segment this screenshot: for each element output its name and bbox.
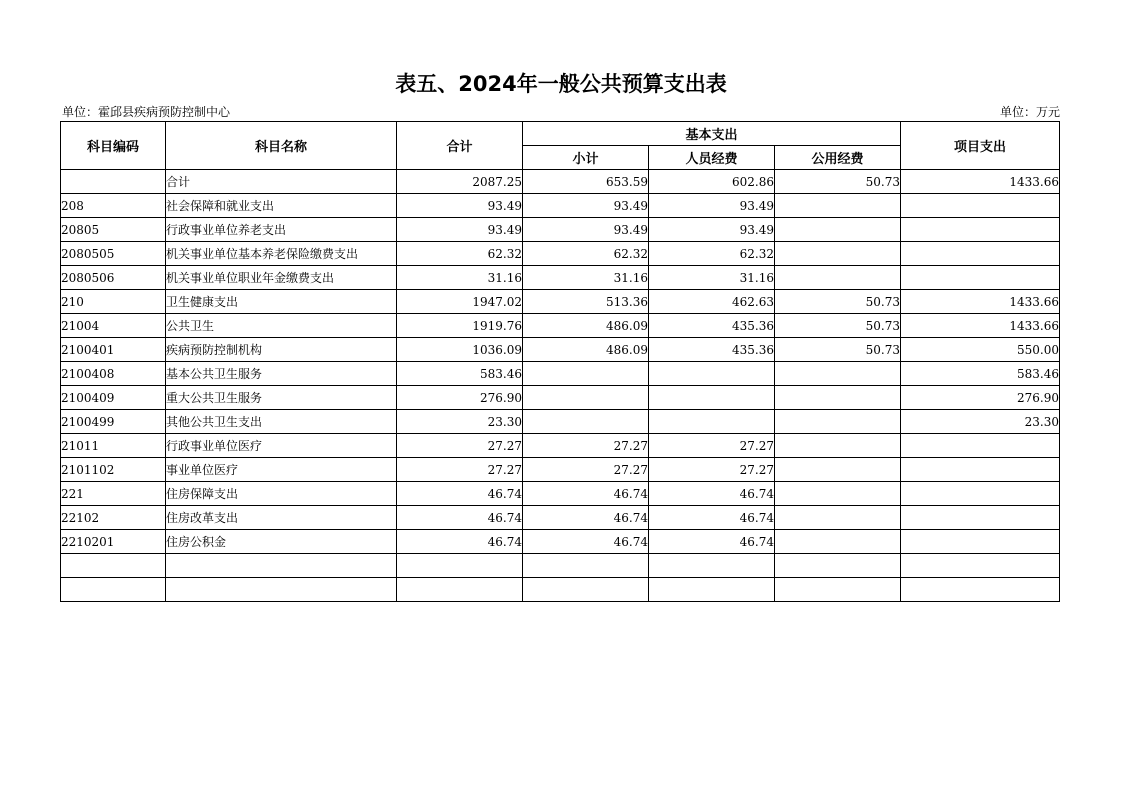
cell-subtotal	[523, 362, 649, 386]
cell-personnel: 93.49	[649, 194, 775, 218]
cell-project	[901, 242, 1060, 266]
cell-project	[901, 506, 1060, 530]
cell-code: 2100408	[61, 362, 166, 386]
cell-personnel	[649, 578, 775, 602]
cell-project: 1433.66	[901, 314, 1060, 338]
cell-code: 221	[61, 482, 166, 506]
cell-public: 50.73	[775, 290, 901, 314]
table-row	[61, 362, 1060, 386]
cell-name: 住房公积金	[166, 530, 397, 554]
cell-total	[397, 578, 523, 602]
cell-subtotal: 46.74	[523, 482, 649, 506]
cell-total: 46.74	[397, 530, 523, 554]
cell-personnel: 31.16	[649, 266, 775, 290]
cell-total: 23.30	[397, 410, 523, 434]
cell-name: 住房保障支出	[166, 482, 397, 506]
table-row	[61, 506, 1060, 530]
cell-public	[775, 482, 901, 506]
unit-organization: 单位：霍邱县疾病预防控制中心	[62, 105, 231, 119]
cell-name: 行政事业单位医疗	[166, 434, 397, 458]
header-project: 项目支出	[901, 122, 1060, 170]
cell-code: 2080506	[61, 266, 166, 290]
header-subtotal: 小计	[523, 146, 649, 170]
cell-code	[61, 554, 166, 578]
cell-total: 583.46	[397, 362, 523, 386]
cell-public	[775, 218, 901, 242]
table-row	[61, 530, 1060, 554]
cell-subtotal	[523, 410, 649, 434]
cell-subtotal: 513.36	[523, 290, 649, 314]
cell-code	[61, 578, 166, 602]
cell-personnel: 46.74	[649, 530, 775, 554]
page-title: 表五、2024年一般公共预算支出表	[395, 72, 727, 96]
table-row	[61, 386, 1060, 410]
header-basic: 基本支出	[523, 122, 901, 146]
cell-code: 21011	[61, 434, 166, 458]
cell-project: 550.00	[901, 338, 1060, 362]
cell-total: 46.74	[397, 482, 523, 506]
cell-project	[901, 266, 1060, 290]
cell-total: 31.16	[397, 266, 523, 290]
cell-public	[775, 242, 901, 266]
cell-public	[775, 554, 901, 578]
cell-code: 210	[61, 290, 166, 314]
cell-public	[775, 194, 901, 218]
cell-public	[775, 410, 901, 434]
cell-code: 2100409	[61, 386, 166, 410]
table-row	[61, 314, 1060, 338]
cell-subtotal: 62.32	[523, 242, 649, 266]
cell-public	[775, 458, 901, 482]
cell-public: 50.73	[775, 314, 901, 338]
cell-subtotal: 486.09	[523, 314, 649, 338]
cell-personnel	[649, 362, 775, 386]
header-code: 科目编码	[61, 122, 166, 170]
cell-name: 重大公共卫生服务	[166, 386, 397, 410]
cell-name: 其他公共卫生支出	[166, 410, 397, 434]
table-row	[61, 290, 1060, 314]
cell-name: 社会保障和就业支出	[166, 194, 397, 218]
cell-name: 疾病预防控制机构	[166, 338, 397, 362]
cell-personnel: 62.32	[649, 242, 775, 266]
table-row	[61, 578, 1060, 602]
cell-subtotal: 486.09	[523, 338, 649, 362]
cell-name: 合计	[166, 170, 397, 194]
table-row	[61, 242, 1060, 266]
cell-personnel	[649, 386, 775, 410]
cell-public	[775, 362, 901, 386]
cell-name: 基本公共卫生服务	[166, 362, 397, 386]
table-row	[61, 554, 1060, 578]
cell-code: 2100499	[61, 410, 166, 434]
table-row	[61, 458, 1060, 482]
cell-subtotal: 653.59	[523, 170, 649, 194]
cell-total: 62.32	[397, 242, 523, 266]
cell-subtotal: 27.27	[523, 458, 649, 482]
cell-code: 2080505	[61, 242, 166, 266]
cell-name: 公共卫生	[166, 314, 397, 338]
cell-code	[61, 170, 166, 194]
header-personnel: 人员经费	[649, 146, 775, 170]
cell-personnel	[649, 554, 775, 578]
cell-subtotal: 27.27	[523, 434, 649, 458]
cell-total: 2087.25	[397, 170, 523, 194]
cell-public	[775, 266, 901, 290]
cell-code: 2101102	[61, 458, 166, 482]
cell-subtotal	[523, 386, 649, 410]
cell-public: 50.73	[775, 338, 901, 362]
cell-code: 21004	[61, 314, 166, 338]
table-row	[61, 338, 1060, 362]
cell-name: 卫生健康支出	[166, 290, 397, 314]
cell-total: 276.90	[397, 386, 523, 410]
cell-public	[775, 434, 901, 458]
cell-personnel: 602.86	[649, 170, 775, 194]
cell-subtotal: 93.49	[523, 194, 649, 218]
cell-personnel: 462.63	[649, 290, 775, 314]
cell-public: 50.73	[775, 170, 901, 194]
cell-total: 1947.02	[397, 290, 523, 314]
cell-personnel: 435.36	[649, 314, 775, 338]
table-row	[61, 410, 1060, 434]
budget-table	[60, 121, 1060, 602]
cell-code: 208	[61, 194, 166, 218]
cell-public	[775, 530, 901, 554]
cell-project	[901, 530, 1060, 554]
table-row	[61, 482, 1060, 506]
cell-subtotal: 31.16	[523, 266, 649, 290]
cell-project: 1433.66	[901, 170, 1060, 194]
cell-code: 20805	[61, 218, 166, 242]
table-row	[61, 434, 1060, 458]
cell-project	[901, 434, 1060, 458]
cell-personnel: 27.27	[649, 458, 775, 482]
cell-subtotal	[523, 554, 649, 578]
cell-project	[901, 578, 1060, 602]
cell-personnel	[649, 410, 775, 434]
cell-public	[775, 506, 901, 530]
cell-total: 27.27	[397, 458, 523, 482]
cell-name: 事业单位医疗	[166, 458, 397, 482]
cell-total	[397, 554, 523, 578]
table-body	[61, 170, 1060, 602]
cell-subtotal: 93.49	[523, 218, 649, 242]
unit-currency: 单位：万元	[999, 105, 1060, 119]
cell-name: 行政事业单位养老支出	[166, 218, 397, 242]
cell-personnel: 93.49	[649, 218, 775, 242]
cell-total: 46.74	[397, 506, 523, 530]
cell-project: 583.46	[901, 362, 1060, 386]
cell-project	[901, 194, 1060, 218]
cell-project	[901, 218, 1060, 242]
cell-total: 93.49	[397, 218, 523, 242]
table-row	[61, 218, 1060, 242]
cell-name: 住房改革支出	[166, 506, 397, 530]
cell-total: 93.49	[397, 194, 523, 218]
cell-personnel: 27.27	[649, 434, 775, 458]
cell-subtotal	[523, 578, 649, 602]
cell-public	[775, 578, 901, 602]
cell-code: 22102	[61, 506, 166, 530]
cell-project: 23.30	[901, 410, 1060, 434]
cell-project	[901, 458, 1060, 482]
cell-project: 1433.66	[901, 290, 1060, 314]
cell-total: 1036.09	[397, 338, 523, 362]
cell-public	[775, 386, 901, 410]
cell-total: 1919.76	[397, 314, 523, 338]
cell-project: 276.90	[901, 386, 1060, 410]
header-total: 合计	[397, 122, 523, 170]
cell-subtotal: 46.74	[523, 530, 649, 554]
table-row	[61, 170, 1060, 194]
header-name: 科目名称	[166, 122, 397, 170]
cell-code: 2210201	[61, 530, 166, 554]
cell-personnel: 46.74	[649, 482, 775, 506]
cell-total: 27.27	[397, 434, 523, 458]
table-row	[61, 194, 1060, 218]
table-row	[61, 266, 1060, 290]
header-public: 公用经费	[775, 146, 901, 170]
cell-name: 机关事业单位基本养老保险缴费支出	[166, 242, 397, 266]
cell-project	[901, 554, 1060, 578]
cell-name: 机关事业单位职业年金缴费支出	[166, 266, 397, 290]
cell-subtotal: 46.74	[523, 506, 649, 530]
cell-name	[166, 578, 397, 602]
cell-name	[166, 554, 397, 578]
cell-project	[901, 482, 1060, 506]
cell-personnel: 46.74	[649, 506, 775, 530]
cell-code: 2100401	[61, 338, 166, 362]
cell-personnel: 435.36	[649, 338, 775, 362]
